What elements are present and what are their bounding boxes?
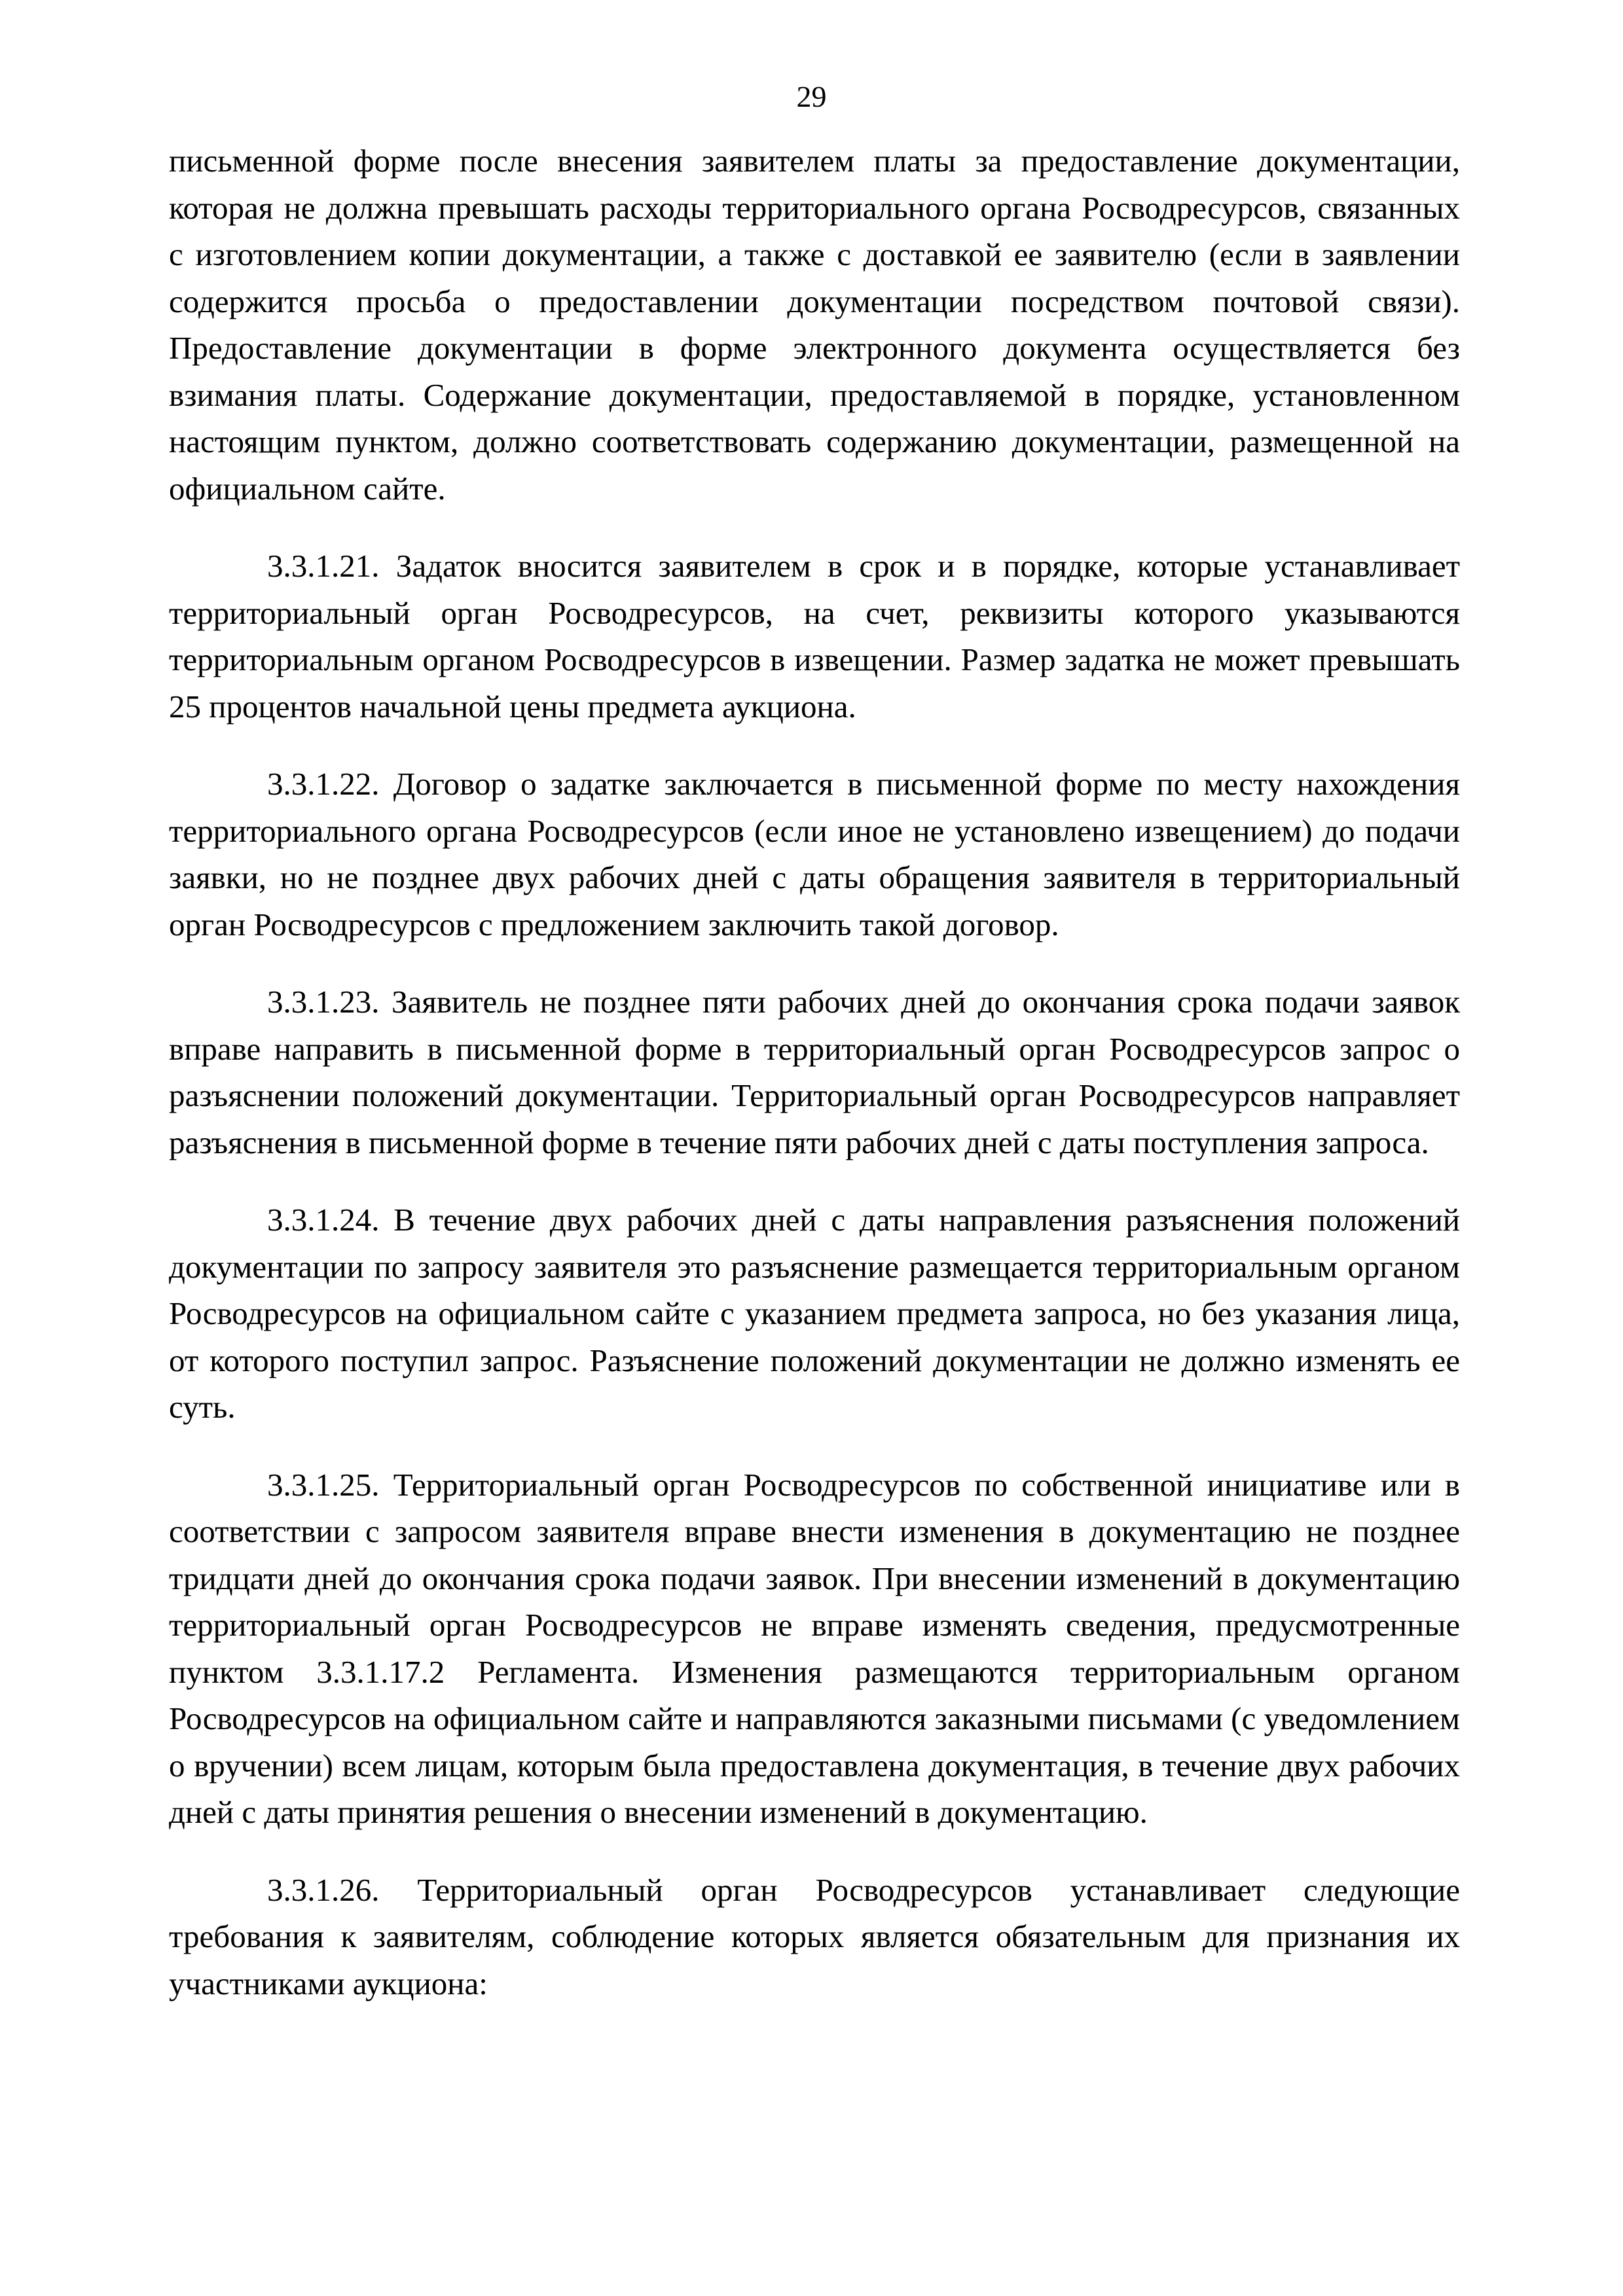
page-number: 29 bbox=[796, 80, 827, 113]
clause-number: 3.3.1.23. bbox=[267, 984, 380, 1020]
clause-3-3-1-22 bbox=[169, 761, 1460, 948]
clause-3-3-1-23 bbox=[169, 978, 1460, 1166]
paragraph-text: письменной форме после внесения заявителем платы за предоставление документации, которая не должна превышать расходы территориального органа Росводресурсов, связанных с изготовлением копии документации, а также с доставкой ее заявителю (если в заявлении содержится просьба о предоставлении документации посредством почтовой связи). Предоставление документации в форме электронного документа осуществляется без взимания платы. Содержание документации, предоставляемой в порядке, установленном настоящим пунктом, должно соответствовать содержанию документации, размещенной на официальном сайте. bbox=[169, 143, 1460, 507]
clause-3-3-1-24 bbox=[169, 1196, 1460, 1431]
clause-text: Территориальный орган Росводресурсов по собственной инициативе или в соответствии с запросом заявителя вправе внести изменения в документацию не позднее тридцати дней до окончания срока подачи заявок. При внесении изменений в документацию территориальный орган Росводресурсов не вправе изменять сведения, предусмотренные пунктом 3.3.1.17.2 Регламента. Изменения размещаются территориальным органом Росводресурсов на официальном сайте и направляются заказными письмами (с уведомлением о вручении) всем лицам, которым была предоставлена документация, в течение двух рабочих дней с даты принятия решения о внесении изменений в документацию. bbox=[169, 1466, 1460, 1830]
clause-text: Договор о задатке заключается в письменной форме по месту нахождения территориального органа Росводресурсов (если иное не установлено извещением) до подачи заявки, но не позднее двух рабочих дней с даты обращения заявителя в территориальный орган Росводресурсов с предложением заключить такой договор. bbox=[169, 766, 1460, 942]
clause-text: Территориальный орган Росводресурсов устанавливает следующие требования к заявителям, соблюдение которых является обязательным для признания их участниками аукциона: bbox=[169, 1871, 1460, 2001]
paragraph-continuation bbox=[169, 137, 1460, 512]
clause-3-3-1-26 bbox=[169, 1867, 1460, 2007]
clause-3-3-1-21 bbox=[169, 543, 1460, 730]
clause-3-3-1-25 bbox=[169, 1462, 1460, 1836]
clause-text: Задаток вносится заявителем в срок и в порядке, которые устанавливает территориальный орган Росводресурсов, на счет, реквизиты которого указываются территориальным органом Росводресурсов в извещении. Размер задатка не может превышать 25 процентов начальной цены предмета аукциона. bbox=[169, 548, 1461, 725]
clause-number: 3.3.1.26. bbox=[267, 1871, 380, 1908]
clause-text: В течение двух рабочих дней с даты направления разъяснения положений документации по запросу заявителя это разъяснение размещается территориальным органом Росводресурсов на официальном сайте с указанием предмета запроса, но без указания лица, от которого поступил запрос. Разъяснение положений документации не должно изменять ее суть. bbox=[169, 1202, 1461, 1425]
clause-text: Заявитель не позднее пяти рабочих дней до окончания срока подачи заявок вправе направить в письменной форме в территориальный орган Росводресурсов запрос о разъяснении положений документации. Территориальный орган Росводресурсов направляет разъяснения в письменной форме в течение пяти рабочих дней с даты поступления запроса. bbox=[169, 984, 1461, 1160]
document-body bbox=[169, 137, 1460, 2007]
clause-number: 3.3.1.21. bbox=[267, 548, 380, 584]
clause-number: 3.3.1.25. bbox=[267, 1466, 380, 1503]
clause-number: 3.3.1.22. bbox=[267, 766, 380, 802]
clause-number: 3.3.1.24. bbox=[267, 1202, 380, 1238]
